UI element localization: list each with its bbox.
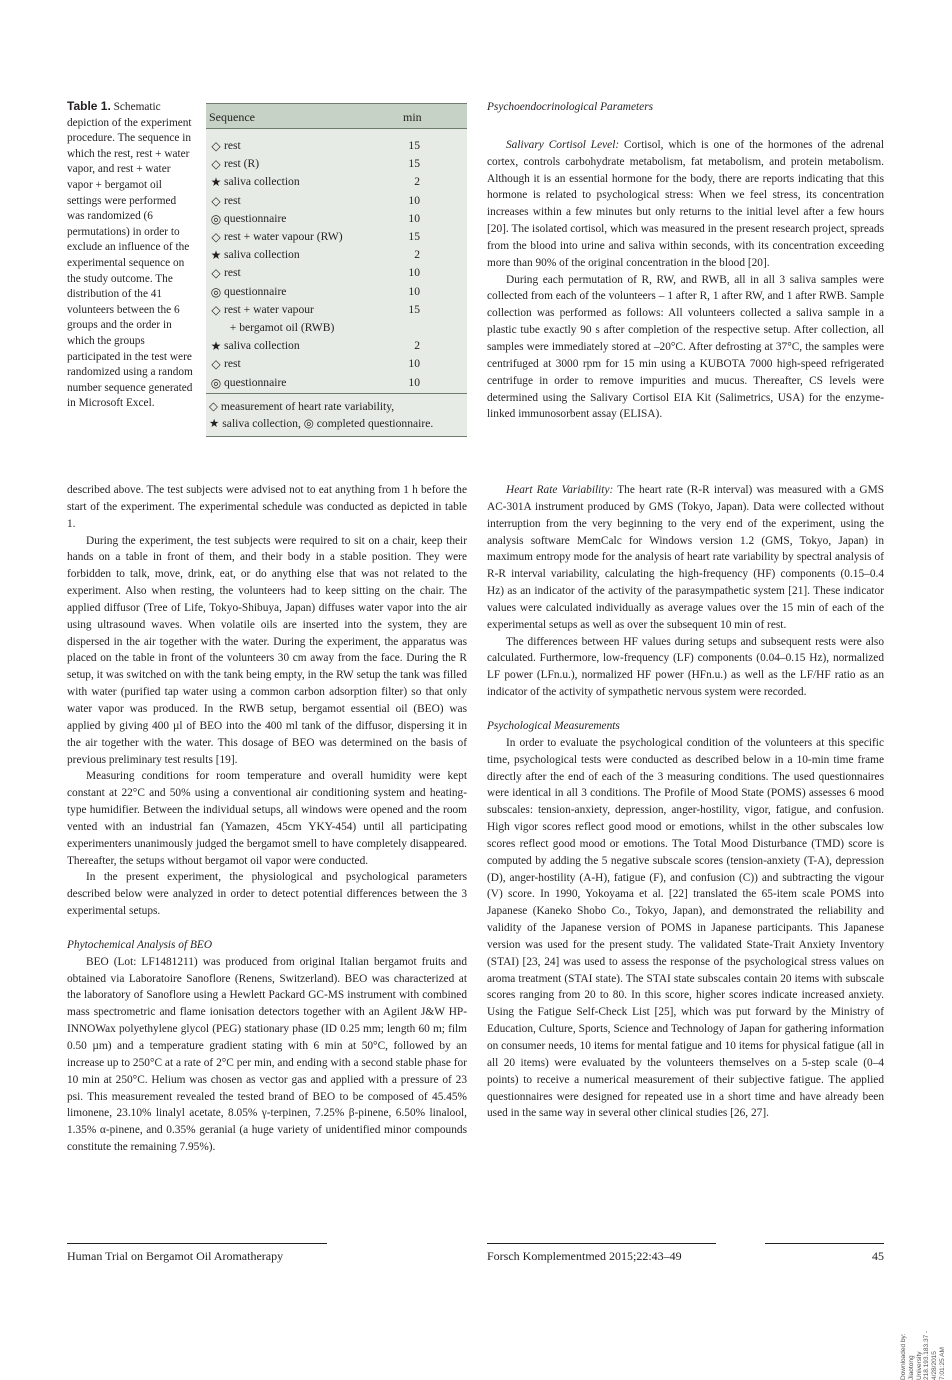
schedule-row-minutes: 15: [408, 302, 420, 316]
double-circle-icon: ◎: [210, 375, 222, 390]
schedule-row-minutes: 10: [408, 357, 420, 371]
running-title: Human Trial on Bergamot Oil Aromatherapy: [67, 1249, 284, 1263]
schedule-row: [206, 337, 467, 355]
paragraph-conditions: Measuring conditions for room temperature and overall humidity were kept constant at 22°C and 50% using a conventional air conditioning system and heating-type humidifier. Between the individual setups, all windows were opened and the room vented with an industrial fan (Yamazen, 45cm YKY-454) until all participating experimenters unanimously judged the bergamot smell to have completely disappeared. Thereafter, the setups without bergamot oil vapor were conducted.: [67, 770, 467, 867]
schedule-row: [206, 173, 467, 191]
schedule-row-label: rest (R): [224, 157, 260, 171]
schedule-row-label: saliva collection: [224, 339, 300, 353]
diamond-icon: ◇: [211, 302, 221, 317]
schedule-row: [206, 355, 467, 373]
schedule-row-label: questionnaire: [224, 375, 287, 389]
schedule-row-label: questionnaire: [224, 211, 287, 225]
table-caption-text: Schematic depiction of the experiment procedure. The sequence in which the rest, rest + water vapor, and rest + water vapor + bergamot oil settings were performed was randomized (6 permutations) in order to exclude an influence of the experimental sequence on the study outcome. The distribution of the 41 volunteers between the 6 groups and the order in which the groups participated in the test were randomized using a random number sequence generated in Microsoft Excel.: [67, 101, 193, 410]
journal-citation: Forsch Komplementmed 2015;22:43–49: [487, 1249, 682, 1263]
download-watermark: Downloaded by: Jiaotong University 218.193.183.37 - 4/28/2015 7:01:25 AM: [900, 1330, 946, 1380]
section-heading-psychological: Psychological Measurements: [487, 719, 620, 732]
schedule-row: [206, 319, 467, 337]
schedule-row-minutes: 15: [408, 230, 420, 243]
left-column: [67, 482, 467, 1156]
table-label: Table 1.: [67, 99, 111, 113]
diamond-icon: ◇: [211, 230, 221, 244]
subheading-hrv: Heart Rate Variability:: [506, 484, 614, 496]
paragraph-saliva-sampling: During each permutation of R, RW, and RWB, all in all 3 saliva samples were collected from each of the volunteers – 1 after R, 1 after RW, and 1 after RWB. Sample collection was performed as follows: All volunteers collected a saliva sample in a plastic tube exactly 90 s after completion of the respective setup. After collection, all samples were immediately stored at –20°C. After defrosting at 37°C, the samples were centrifuged at 3000 rpm for 15 min using a KUBOTA 7000 high-speed refrigerated centrifuge in order to remove impurities and mucus. Thereafter, CS levels were determined using the Salivary Cortisol EIA Kit (Salimetrics, USA) for the enzyme-linked immunosorbent assay (ELISA).: [487, 273, 884, 421]
schedule-row-minutes: 2: [414, 248, 420, 262]
paragraph-beo-analysis: BEO (Lot: LF1481211) was produced from original Italian bergamot fruits and obtained via Laboratoire Sanoflore (Renens, Switzerland). BEO was characterized at the laboratory of Sanoflore using a Hewlett Packard GC-MS instrument with combined mass spectrometric and flame ionisation detectors together with an Agilent J&W HP-INNOWax polyethylene glycol (PEG) stationary phase (ID 0.25 mm; length 60 m; film 0.50 µm) and a temperature gradient stating with 6 min at 50°C, followed by an increase up to 250°C at a rate of 2°C per min, and ending with a second stable phase for 10 min at 250°C. Helium was chosen as vector gas and applied with a pressure of 23 psi. This measurement revealed the tested brand of BEO to be composed of 45.45% limonene, 23.10% linalyl acetate, 8.05% γ-terpinen, 7.25% β-pinene, 6.50% linalool, 1.35% α-pinene, and 0.35% geranial (a huge variety of unidentified minor compounds constitute the remaining 7.95%).: [67, 955, 467, 1154]
schedule-row-label: rest: [224, 139, 241, 152]
schedule-row-label: rest + water vapour: [224, 302, 314, 316]
right-column-top: [487, 99, 884, 423]
schedule-row-label: + bergamot oil (RWB): [224, 321, 335, 334]
star-icon: ★: [210, 175, 222, 190]
diamond-icon: ◇: [211, 193, 221, 208]
schedule-row: [206, 210, 467, 228]
diamond-icon: ◇: [211, 357, 221, 372]
schedule-row: [206, 264, 467, 282]
section-heading-phytochemical: Phytochemical Analysis of BEO: [67, 938, 213, 951]
schedule-row-label: rest: [224, 357, 241, 371]
double-circle-icon: ◎: [210, 284, 222, 299]
schedule-row: [206, 246, 467, 264]
schedule-row: [206, 301, 467, 319]
schedule-row-label: rest + water vapour (RW): [224, 230, 343, 243]
subheading-cortisol: Salivary Cortisol Level:: [506, 138, 620, 151]
schedule-row: [206, 374, 467, 392]
schedule-row: [206, 283, 467, 301]
schedule-row: [206, 137, 467, 155]
schedule-row-minutes: 10: [408, 211, 420, 225]
diamond-icon: ◇: [211, 266, 221, 281]
schedule-row-minutes: 10: [408, 266, 420, 280]
min-column-header: min: [403, 110, 422, 124]
schedule-row-minutes: 2: [414, 175, 420, 189]
schedule-row-minutes: 15: [408, 139, 420, 152]
paragraph-schedule-intro: described above. The test subjects were advised not to eat anything from 1 h before the start of the experiment. The experimental schedule was conducted as depicted in table 1.: [67, 484, 467, 530]
schedule-row-minutes: 10: [408, 284, 420, 298]
legend-line-saliva-questionnaire: ★ saliva collection, ◎ completed questionnaire.: [209, 417, 434, 430]
table-caption: [67, 99, 195, 412]
page-number: 45: [872, 1249, 884, 1263]
schedule-row-minutes: 10: [408, 193, 420, 207]
paragraph-parameters: In the present experiment, the physiological and psychological parameters described below were analyzed in order to detect potential differences between the 3 experimental setups.: [67, 871, 467, 918]
section-heading-psychoendocrinological: Psychoendocrinological Parameters: [487, 101, 654, 113]
schedule-row-minutes: 10: [408, 375, 420, 389]
double-circle-icon: ◎: [210, 211, 222, 226]
schedule-row-label: rest: [224, 266, 241, 280]
paragraph-hf-lf: The differences between HF values during setups and subsequent rests were also calculated. Furthermore, low-frequency (LF) components (0.04–0.15 Hz), normalized LF power (LFn.u.), normalized HF power (HFn.u.) as well as the LF/HF ratio as an indicator of the activity of sympathetic nervous system were recorded.: [487, 635, 884, 699]
footer-rule-right: [765, 1243, 884, 1244]
paragraph-hrv: Heart Rate Variability: The heart rate (R-R interval) was measured with a GMS AC-301A instrument produced by GMS (Tokyo, Japan). Data were collected without interruption from the very beginning to the very end of the experiment, using the analysis software MemCalc for Windows version 1.2 (GMS, Tokyo, Japan) in maximum entropy mode for the analysis of heart rate variability by spectral analysis of R-R interval variability, calculating the high-frequency (HF) components (0.15–0.4 Hz) as an indicator of the activity of the parasympathetic system [21]. These indicator values were calculated individually as average values over the 15 min of each of the experimental setups as well as over the subsequent 10 min of rest.: [487, 484, 885, 631]
schedule-row-label: saliva collection: [224, 248, 300, 262]
footer-rule-left: [67, 1243, 327, 1244]
paragraph-psych-tests: In order to evaluate the psychological condition of the volunteers at this specific time, psychological tests were conducted as described below in a 10-min time frame directly after the end of each of the 3 measuring conditions. The used questionnaires were identical in all 3 conditions. The Profile of Mood State (POMS) assesses 6 mood subscales: tension-anxiety, depression, anger-hostility, vigor, fatigue, and confusion. High vigor scores reflect good mood or emotions, whilst in the other subscales low scores reflect good mood or emotions. The Total Mood Disturbance (TMD) score is computed by adding the 5 negative subscale scores (tension-anxiety (T-A), depression (D), anger-hostility (A-H), fatigue (F), and confusion (C)) and subtracting the vigour (V) score. In 1990, Yokoyama et al. [22] translated the 65-item scale POMS into Japanese (Kaneko Shobo Co., Tokyo, Japan), and demonstrated the reliability and validity of the Japanese version of POMS in Japanese participants. This Japanese version was used for the present study. The validated State-Trait Anxiety Inventory (STAI) [23, 24] was used to assess the response of the psychological stress values on aroma treatment (STAI state). The STAI state subscales contain 20 items with subscale scores ranging from 20 to 80. In this score, higher scores indicate increased anxiety. Using the Fatigue Self-Check List [25], which was put forward by the Ministry of Education, Culture, Sports, Science and Technology of Japan for gathering information on consumer needs, 10 items for mental fatigue and 10 items for physical fatigue (all in all 20 items) were evaluated by the volunteers themselves on a 5-step scale (0–4 points) to receive a numerical measurement of their subjective fatigue. The applied questionnaires were designed for repeated use in a short time and have already been used in the same way in several other clinical studies [26, 27].: [487, 736, 884, 1120]
paragraph-cortisol: Salivary Cortisol Level: Cortisol, which is one of the hormones of the adrenal cortex, controls carbohydrate metabolism, fat metabolism, and protein metabolism. Although it is an essential hormone for the body, there are reports indicating that this hormone is related to psychological stress: When we feel stress, its concentration increases within a few minutes but only returns to the initial level after a few hours [20]. The isolated cortisol, which was measured in the present research project, spreads from the blood into urine and saliva within seconds, with its concentration exceeding more than 90% of the original concentration in the blood [20].: [487, 138, 884, 269]
paragraph-procedure: During the experiment, the test subjects were required to sit on a chair, keep their hands on a table in front of them, and their body in a stable position. They were forbidden to talk, move, drink, eat, or do anything else that was not related to the experiment. Also when resting, the volunteers had to keep sitting on the chair. The applied diffusor (Tree of Life, Tokyo-Shibuya, Japan) diffuses water vapor into the air using ultrasound waves. When volatile oils are inserted into the system, they are dispersed in the air together with the water. During the experiment, the apparatus was placed on the table in front of the volunteers 30 cm away from the face. During the R setup, it was switched on with the tank being empty, in the RW setup the tank was filled with water (purified tap water using a common carbon adsorption filter) so that only water vapor was produced. In the RWB setup, bergamot essential oil (BEO) was applied by giving 400 µl of BEO into the 400 ml tank of the diffusor, dispersing it in the air together with the water. This dosage of BEO was determined on the basis of previous preliminary test results [19].: [67, 534, 467, 766]
schedule-row-label: questionnaire: [224, 284, 287, 298]
diamond-icon: ◇: [211, 157, 221, 172]
schedule-table: [206, 103, 467, 437]
schedule-row: [206, 192, 467, 210]
schedule-row: [206, 155, 467, 173]
sequence-column-header: Sequence: [209, 110, 255, 124]
schedule-row-minutes: 15: [408, 157, 420, 171]
schedule-row-minutes: 2: [414, 339, 420, 353]
schedule-table-header: [206, 103, 467, 129]
schedule-row-label: saliva collection: [224, 175, 300, 189]
diamond-icon: ◇: [211, 139, 221, 153]
legend-line-hrv: ◇ measurement of heart rate variability,: [209, 400, 395, 413]
footer-rule-middle: [487, 1243, 716, 1244]
schedule-row-label: rest: [224, 193, 241, 207]
right-column-bottom: [487, 482, 884, 1122]
schedule-row: [206, 228, 467, 246]
schedule-legend: [206, 393, 467, 437]
star-icon: ★: [210, 248, 222, 263]
star-icon: ★: [210, 339, 222, 354]
